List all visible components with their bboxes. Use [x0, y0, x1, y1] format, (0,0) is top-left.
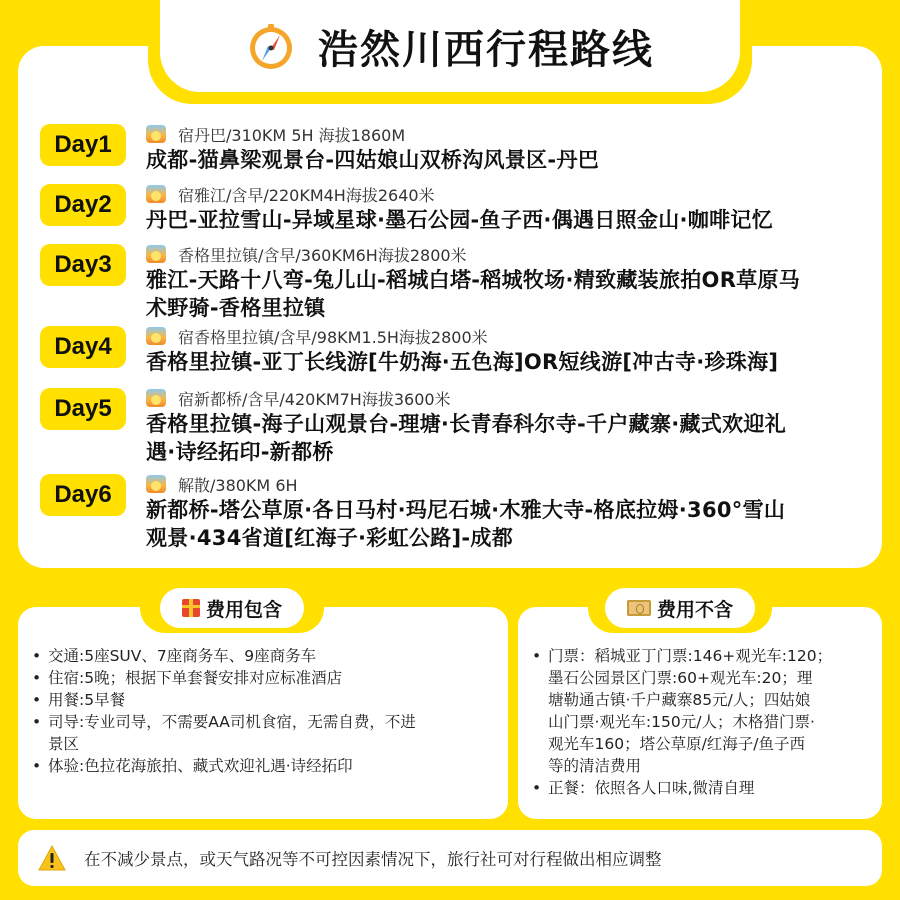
day-route: 遇·诗经拓印-新都桥: [146, 440, 334, 464]
day-badge: Day5: [40, 388, 126, 430]
day-row: [40, 324, 866, 376]
excluded-title: 费用不含: [656, 598, 733, 621]
day-stay-info: 解散/380KM 6H: [178, 475, 298, 495]
day-badge: Day3: [40, 244, 126, 286]
sunset-icon: [146, 475, 166, 493]
day-stay-info: 宿新都桥/含早/420KM7H海拔3600米: [178, 389, 451, 409]
title-bar: [160, 0, 740, 92]
excluded-card: [518, 607, 882, 819]
day-route: 观景·434省道[红海子·彩虹公路]-成都: [146, 526, 514, 550]
sunset-icon: [146, 125, 166, 143]
day-stay-info: 宿丹巴/310KM 5H 海拔1860M: [178, 125, 406, 145]
gift-icon: [182, 599, 200, 617]
list-item: • 用餐:5早餐: [32, 689, 500, 711]
day-route: 新都桥-塔公草原·各日马村·玛尼石城·木雅大寺-格底拉姆·360°雪山: [146, 498, 786, 522]
day-route: 香格里拉镇-亚丁长线游[牛奶海·五色海]OR短线游[冲古寺·珍珠海]: [146, 350, 779, 374]
compass-icon: [246, 21, 296, 71]
sunset-icon: [146, 389, 166, 407]
sunset-icon: [146, 185, 166, 203]
day-badge: Day4: [40, 326, 126, 368]
day-row: [40, 386, 866, 466]
day-row: [40, 122, 866, 174]
day-row: [40, 472, 866, 552]
list-item: • 正餐：依照各人口味,微清自理: [532, 777, 874, 799]
excluded-header: [588, 583, 772, 633]
day-badge: Day2: [40, 184, 126, 226]
day-route: 雅江-天路十八弯-兔儿山-稻城白塔-稻城牧场·精致藏装旅拍OR草原马: [146, 268, 801, 292]
sunset-icon: [146, 327, 166, 345]
day-stay-info: 香格里拉镇/含早/360KM6H海拔2800米: [178, 245, 467, 265]
day-route: 香格里拉镇-海子山观景台-理塘·长青春科尔寺-千户藏寨·藏式欢迎礼: [146, 412, 786, 436]
list-item: • 司导:专业司导，不需要AA司机食宿，无需自费，不进 景区: [32, 711, 500, 755]
list-item: • 交通:5座SUV、7座商务车、9座商务车: [32, 645, 500, 667]
day-stay-info: 宿雅江/含早/220KM4H海拔2640米: [178, 185, 435, 205]
warning-icon: [38, 845, 66, 871]
day-route: 术野骑-香格里拉镇: [146, 296, 326, 320]
list-item: • 体验:色拉花海旅拍、藏式欢迎礼遇·诗经拓印: [32, 755, 500, 777]
day-row: [40, 182, 866, 234]
included-card: [18, 607, 508, 819]
page-title: 浩然川西行程路线: [318, 26, 654, 73]
included-title: 费用包含: [205, 598, 282, 621]
day-route: 成都-猫鼻梁观景台-四姑娘山双桥沟风景区-丹巴: [146, 148, 600, 172]
day-row: [40, 242, 866, 322]
notice-bar: [18, 830, 882, 886]
day-badge: Day6: [40, 474, 126, 516]
money-icon: [627, 600, 651, 616]
day-route: 丹巴-亚拉雪山-异域星球·墨石公园-鱼子西·偶遇日照金山·咖啡记忆: [146, 208, 773, 232]
itinerary-card: [18, 46, 882, 568]
day-badge: Day1: [40, 124, 126, 166]
day-stay-info: 宿香格里拉镇/含早/98KM1.5H海拔2800米: [178, 327, 488, 347]
list-item: • 住宿:5晚；根据下单套餐安排对应标准酒店: [32, 667, 500, 689]
notice-text: 在不减少景点，或天气路况等不可控因素情况下，旅行社可对行程做出相应调整: [84, 850, 662, 869]
list-item: • 门票：稻城亚丁门票:146+观光车:120； 墨石公园景区门票:60+观光车:20；理 塘勒通古镇·千户藏寨85元/人；四姑娘 山门票·观光车:150元/人；木格猎门票· 观光车160；塔公草原/红海子/鱼子西 等的清洁费用: [532, 645, 874, 777]
sunset-icon: [146, 245, 166, 263]
included-header: [140, 583, 324, 633]
